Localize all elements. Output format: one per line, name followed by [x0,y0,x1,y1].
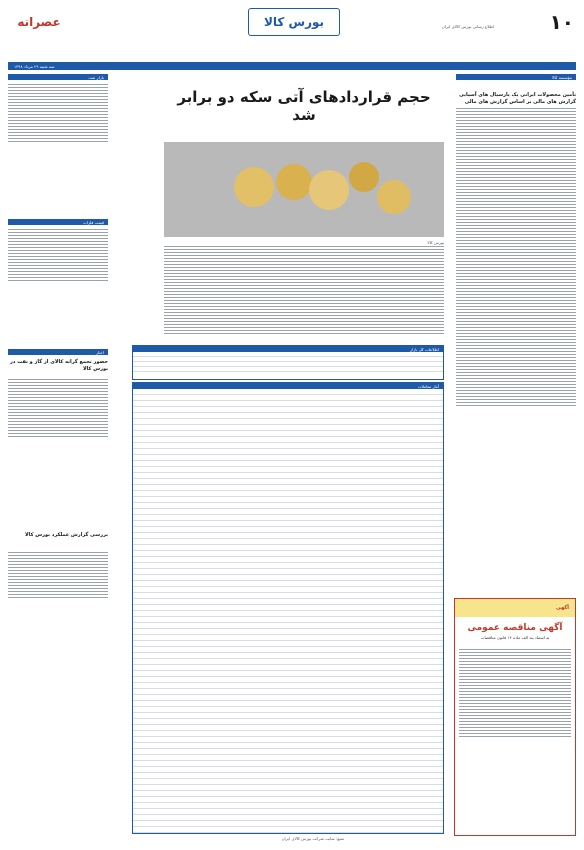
brand-logo [248,8,340,36]
date-line: سه شنبه ۲۹ مرداد ۱۳۹۸ [14,64,55,69]
story-caption: بورس کالا [427,240,444,245]
summary-table [132,345,444,380]
box2-title: قیمت فلزات [8,219,108,225]
right-column [456,74,576,594]
summary-table-grid [133,352,443,372]
main-table-grid [133,389,443,833]
section-label: مؤسسه کالا [456,74,576,80]
top-note: اطلاع رسانی بورس کالای ایران [441,24,494,29]
box2-lines [8,229,108,339]
ad-subtitle: به استناد بند الف ماده ۱۴ قانون مناقصات [480,635,550,640]
box3-title: اخبار [8,349,108,355]
ad-lines [459,649,571,829]
main-table-title: آمار معاملات [133,383,443,389]
right-headline: تأمین محصولات ایرانی یک پارسیال های آسیایی گزارش های مالی بر اساس گزارش های مالی [459,92,576,105]
page-number: ۱۰ [549,10,574,34]
header-bar [8,62,576,70]
brand-title: بورس کالا [263,15,325,29]
story-photo [164,142,444,237]
left-logo [10,10,68,34]
box4-lines [8,552,108,652]
right-text-lines [456,108,576,608]
box3-lines [8,379,108,519]
main-story-text [164,246,444,336]
ad-header: آگهی [455,599,575,617]
left-logo-text: عصرانه [17,15,61,29]
box4-headline: بررسی گزارش عملکرد بورس کالا [24,532,108,538]
box1-lines [8,84,108,204]
box3-headline: حضور تجمع گرانه کالای از گاز و نفت در بورس کالا [9,359,108,372]
box1-title: بازار نفت [8,74,108,80]
main-table [132,382,444,834]
ad-title: آگهی مناقصه عمومی [467,623,563,633]
summary-table-title: اطلاعات کل بازار [133,346,443,352]
ad-box [454,598,576,836]
left-column [8,74,108,654]
footer-note: منبع: سایت شرکت بورس کالای ایران [281,836,344,841]
main-headline: حجم قراردادهای آتی سکه دو برابر شد [177,88,431,124]
